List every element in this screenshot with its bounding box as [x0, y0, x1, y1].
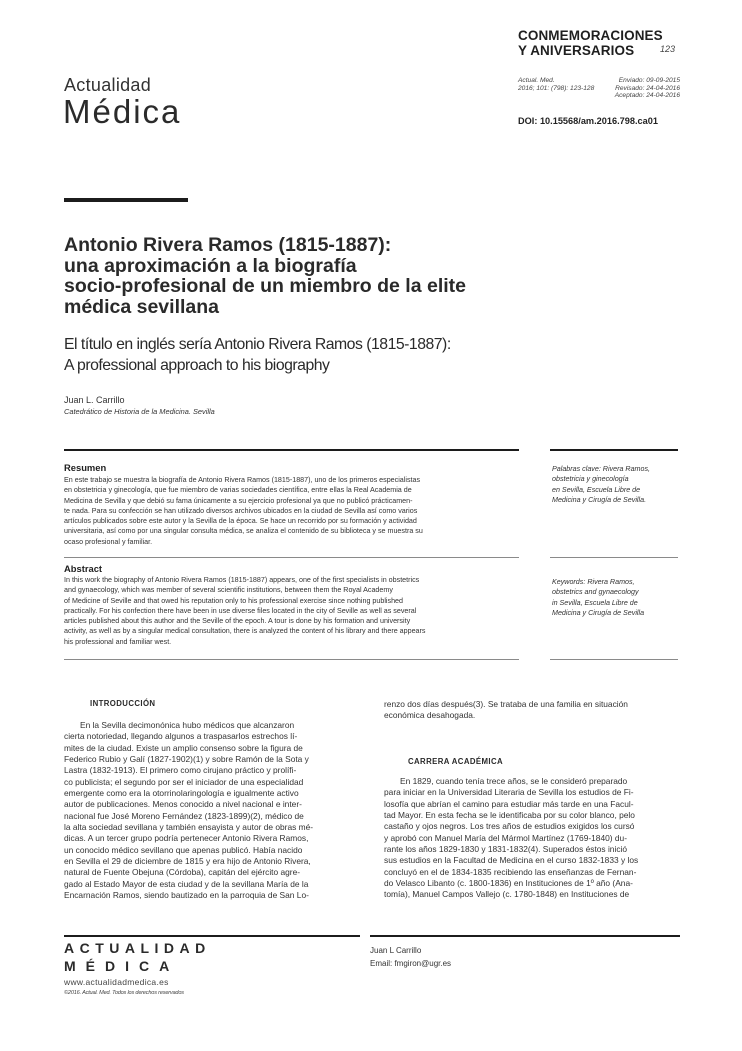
paragraph-line: natural de Fuente Obejuna (Córdoba), capitán del ejército agre- — [64, 867, 301, 878]
paragraph-line: para iniciar en la Universidad Literaria de Sevilla los estudios de Fi- — [384, 787, 634, 798]
footer-logo-line2: MÉDICA — [64, 958, 180, 974]
resumen-line: en obstetricia y ginecología, que fue miembro de varias sociedades científica, entre ellas la Real Academia de — [64, 486, 412, 495]
section-title-line1: CONMEMORACIONES — [518, 28, 663, 43]
paragraph-line: concluyó en el de 1834-1835 recibiendo las enseñanzas de Fernan- — [384, 866, 637, 877]
paragraph-line: Federico Rubio y Galí (1827-1902)(1) y sobre Ramón de la Sota y — [64, 754, 309, 765]
divider — [550, 659, 678, 660]
keyword-line: in Sevilla, Escuela Libre de — [552, 598, 638, 607]
keyword-line: en Sevilla, Escuela Libre de — [552, 485, 641, 494]
doi-link[interactable]: DOI: 10.15568/am.2016.798.ca01 — [518, 116, 658, 126]
citation-volume: 2016; 101: (798): 123-128 — [518, 85, 595, 92]
career-paragraph — [384, 776, 680, 901]
paragraph-line: tad Mayor. En esta fecha se le identificaba por su color blanco, pelo — [384, 810, 635, 821]
author-name: Juan L. Carrillo — [64, 395, 125, 405]
abstract-line: In this work the biography of Antonio Rivera Ramos (1815-1887) appears, one of the first specialists in obstetrics — [64, 576, 420, 584]
submission-dates — [600, 77, 680, 100]
paragraph-line: En 1829, cuando tenía trece años, se le consideró preparado — [400, 776, 628, 786]
paragraph-line: nacional fue José Moreno Fernández (1823-1899)(2), médico de — [64, 810, 304, 821]
resumen-line: Medicina de Sevilla y que debió su fama únicamente a su ejercicio profesional ya que no publicó prácticamen- — [64, 496, 413, 505]
paragraph-line: cierta notoriedad, llegando algunos a traspasarlos estrechos lí- — [64, 731, 298, 742]
abstract-line: articles published about this author and the Seville of the epoch. A tour is done by his formation and university — [64, 617, 411, 626]
paragraph-line: Encarnación Ramos, siendo bautizado en la parroquia de San Lo- — [64, 890, 309, 901]
abstract-text — [64, 575, 519, 647]
divider — [550, 449, 678, 451]
intro-paragraph — [64, 720, 360, 902]
title-line: médica sevillana — [64, 295, 220, 318]
keyword-line: obstetrics and gynaecology — [552, 588, 639, 597]
subtitle-line: El título en inglés sería Antonio Rivera Ramos (1815-1887): — [64, 336, 451, 353]
keyword-line: Palabras clave: Rivera Ramos, — [552, 465, 651, 473]
resumen-line: En este trabajo se muestra la biografía de Antonio Rivera Ramos (1815-1887), uno de los primeros especialistas — [64, 476, 421, 484]
divider — [64, 557, 519, 558]
abstract-line: practically. For his confection there have been in use diverse files located in the city of Seville as well as several — [64, 606, 417, 615]
paragraph-line: do Velasco Libanto (c. 1800-1836) en Instituciones de 1º año (Ana- — [384, 878, 633, 889]
title-line: Antonio Rivera Ramos (1815-1887): — [64, 234, 392, 256]
resumen-text — [64, 475, 519, 547]
footer-logo-line1: ACTUALIDAD — [64, 940, 211, 956]
logo-bar — [64, 198, 188, 202]
keyword-line: obstetricia y ginecología — [552, 475, 629, 484]
divider — [64, 449, 519, 451]
paragraph-line: un conocido médico sevillano que apenas publicó. Había nacido — [64, 844, 303, 855]
article-title — [64, 235, 684, 317]
resumen-line: te nada. Para su confección se han utilizado diversos archivos ubicados en la ciudad de Sevilla así como varios — [64, 506, 418, 515]
paragraph-line: Lastra (1832-1913). El primero como cirujano práctico y prolífi- — [64, 765, 297, 776]
resumen-line: artículos publicados sobre este autor y la Sevilla de la época. Se hace un recorrido por su formación y actividad — [64, 517, 417, 526]
paragraph-line: dicas. A un tercer grupo podría pertenecer Antonio Rivera Ramos, — [64, 833, 309, 844]
footer-website-link[interactable]: www.actualidadmedica.es — [64, 977, 169, 987]
resumen-keywords — [552, 464, 680, 505]
journal-logo-main: Médica — [63, 93, 182, 130]
keyword-line: Keywords: Rivera Ramos, — [552, 578, 635, 586]
citation — [518, 77, 608, 93]
contact-email[interactable]: Email: fmgiron@ugr.es — [370, 959, 452, 968]
footer-divider — [64, 935, 360, 937]
resumen-heading: Resumen — [64, 462, 107, 473]
title-line: una aproximación a la biografía — [64, 254, 357, 277]
title-line: socio-profesional de un miembro de la elite — [64, 275, 466, 297]
paragraph-line: en Sevilla el 29 de diciembre de 1815 y era hijo de Antonio Rivera, — [64, 856, 311, 867]
paragraph-line: losofía que abrían el camino para estudiar más tarde en una Facul- — [384, 798, 634, 809]
paragraph-line: económica desahogada. — [384, 710, 476, 721]
paragraph-line: renzo dos días después(3). Se trataba de una familia en situación — [384, 699, 628, 709]
abstract-line: and gynaecology, which was member of several scientific institutions, between them the Royal Academy — [64, 586, 393, 595]
paragraph-line: mites de la ciudad. Existe un amplio consenso sobre la figura de — [64, 742, 303, 753]
paragraph-line: emergente como era la otorrinolaringología e igualmente activo — [64, 788, 299, 799]
date-revised: Revisado: 24-04-2016 — [615, 84, 680, 92]
footer-copyright: ©2016. Actual. Med. Todos los derechos reservados — [64, 990, 184, 996]
paragraph-line: rante los años 1829-1830 y 1831-1832(4). Superados éstos inició — [384, 844, 628, 855]
divider — [64, 659, 519, 660]
date-accepted: Aceptado: 24-04-2016 — [614, 92, 680, 100]
paragraph-line: sus estudios en la Facultad de Medicina en el curso 1832-1833 y los — [384, 855, 639, 866]
paragraph-line: y aprobó con Manuel María del Mármol Martínez (1769-1840) du- — [384, 832, 627, 843]
divider — [550, 557, 678, 558]
paragraph-line: la alta sociedad sevillana y también ensayista y autor de obras mé- — [64, 822, 314, 833]
keyword-line: Medicina y Cirugía de Sevilla — [552, 608, 645, 617]
paragraph-line: co publicista; el segundo por ser el iniciador de una especialidad — [64, 776, 304, 787]
page-number: 123 — [660, 44, 676, 54]
abstract-line: activity, as well as by a singular medical consultation, there is analyzed the content of his library and there appears — [64, 627, 426, 636]
section-heading-introduccion: INTRODUCCIÓN — [90, 699, 156, 708]
article-subtitle — [64, 334, 684, 376]
section-heading-carrera: CARRERA ACADÉMICA — [408, 757, 504, 766]
section-title-line2: Y ANIVERSARIOS — [518, 43, 635, 58]
resumen-line: universitaria, así como por una singular consulta médica, se analiza el contenido de su biblioteca y se muestra su — [64, 527, 423, 536]
paragraph-line: gado al Estado Mayor de esta ciudad y de la sevillana María de la — [64, 878, 309, 889]
subtitle-line: A professional approach to his biography — [64, 357, 330, 374]
footer-divider — [370, 935, 680, 937]
intro-continuation — [384, 699, 680, 722]
author-affiliation: Catedrático de Historia de la Medicina. Sevilla — [64, 407, 215, 416]
keyword-line: Medicina y Cirugía de Sevilla. — [552, 495, 647, 504]
paragraph-line: castaño y ojos negros. Los tres años de estudios exigidos los cursó — [384, 821, 635, 832]
contact-name: Juan L Carrillo — [370, 946, 422, 955]
abstract-line: of Medicine of Seville and that owed his reputation only to his professional exercise since nothing published — [64, 596, 403, 605]
paragraph-line: tomía), Manuel Campos Vallejo (c. 1780-1848) en Instituciones de — [384, 889, 630, 900]
citation-journal: Actual. Med. — [518, 77, 555, 84]
abstract-line: his professional and familiar west. — [64, 637, 172, 646]
abstract-keywords — [552, 577, 680, 618]
abstract-heading: Abstract — [64, 563, 103, 574]
journal-logo-top: Actualidad — [64, 75, 152, 95]
paragraph-line: autor de publicaciones. Menos conocido a nivel nacional e inter- — [64, 799, 302, 810]
resumen-line: ocaso profesional y familiar. — [64, 537, 153, 546]
paragraph-line: En la Sevilla decimonónica hubo médicos que alcanzaron — [80, 720, 295, 730]
date-sent: Enviado: 09-09-2015 — [618, 77, 680, 84]
